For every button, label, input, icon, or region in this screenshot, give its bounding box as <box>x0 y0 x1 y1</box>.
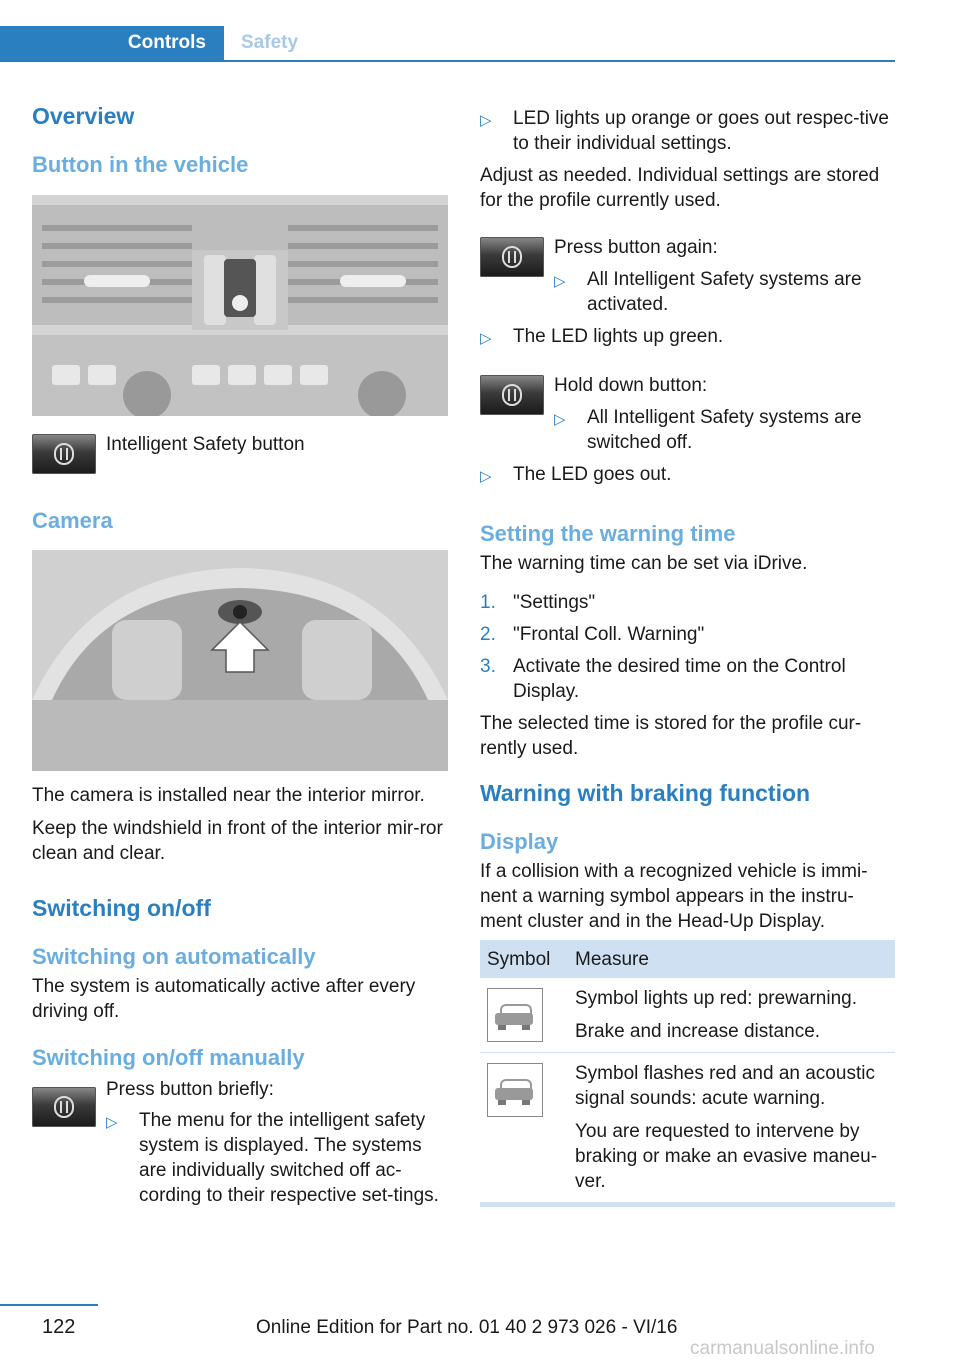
measure-cell <box>568 1053 895 1205</box>
list-item <box>480 622 895 647</box>
symbol-cell <box>480 978 568 1053</box>
adjust-text: Adjust as needed. Individual settings are stored for the profile currently used. <box>480 165 880 211</box>
windshield-camera-illustration <box>32 550 448 771</box>
display-text: If a collision with a recognized vehicle is immi-nent a warning symbol appears in the instru-ment cluster and in the Head-Up Display. <box>480 861 868 932</box>
bullet-item <box>480 324 895 351</box>
braking-heading: Warning with braking function <box>480 780 811 806</box>
measure-line: You are requested to intervene by braking or make an evasive maneu-ver. <box>575 1121 878 1192</box>
step-text: "Settings" <box>513 592 596 613</box>
bullet-led-green: The LED lights up green. <box>513 326 724 347</box>
warning-time-heading: Setting the warning time <box>480 521 736 546</box>
stored-text: The selected time is stored for the profile cur-rently used. <box>480 713 862 759</box>
measure-column-header: Measure <box>568 940 895 978</box>
switching-auto-text: The system is automatically active after every driving off. <box>32 976 416 1022</box>
intelligent-safety-button-icon <box>32 1087 96 1127</box>
intelligent-safety-button-icon <box>32 434 96 474</box>
footer-rule <box>0 1304 98 1306</box>
display-heading: Display <box>480 829 559 854</box>
triangle-bullet-icon <box>480 106 513 156</box>
list-item <box>480 590 895 615</box>
vehicle-button-photo <box>32 195 448 416</box>
press-again-text: Press button again: <box>554 237 718 258</box>
car-warning-icon <box>487 1063 543 1117</box>
triangle-bullet-icon <box>554 267 587 317</box>
steps-list <box>480 590 895 704</box>
step-number: 3. <box>480 656 496 677</box>
symbol-column-header: Symbol <box>480 940 568 978</box>
camera-paragraph-2: Keep the windshield in front of the interior mir-ror clean and clear. <box>32 818 443 864</box>
step-number: 2. <box>480 624 496 645</box>
bullet-led-orange: LED lights up orange or goes out respec-tive to their individual settings. <box>513 108 889 154</box>
triangle-bullet-icon <box>480 462 513 489</box>
bullet-item <box>554 405 895 455</box>
chapter-tabs <box>0 0 895 62</box>
warning-time-text: The warning time can be set via iDrive. <box>480 553 808 574</box>
bullet-item <box>480 462 895 489</box>
bullet-item <box>480 106 895 156</box>
button-caption: Intelligent Safety button <box>106 434 305 455</box>
press-briefly-block <box>32 1077 448 1208</box>
camera-photo <box>32 550 448 771</box>
triangle-bullet-icon <box>106 1108 139 1208</box>
bullet-all-off: All Intelligent Safety systems are switched off. <box>587 407 862 453</box>
right-column <box>480 98 895 1207</box>
header-rule <box>0 60 895 62</box>
bullet-item <box>106 1108 448 1208</box>
switching-auto-heading: Switching on automatically <box>32 944 316 969</box>
hold-down-block <box>480 373 895 455</box>
intelligent-safety-button-icon <box>480 237 544 277</box>
switching-manual-heading: Switching on/off manually <box>32 1045 305 1070</box>
dashboard-vents-illustration <box>32 195 448 416</box>
symbol-cell <box>480 1053 568 1205</box>
step-number: 1. <box>480 592 496 613</box>
hold-down-text: Hold down button: <box>554 375 708 396</box>
list-item <box>480 654 895 704</box>
measure-line: Brake and increase distance. <box>575 1021 821 1042</box>
left-column <box>32 98 448 1208</box>
triangle-bullet-icon <box>554 405 587 455</box>
table-row <box>480 1053 895 1205</box>
measure-line: Symbol flashes red and an acoustic signal sounds: acute warning. <box>575 1063 875 1109</box>
step-text: Activate the desired time on the Control Display. <box>513 656 846 702</box>
bullet-all-activated: All Intelligent Safety systems are activated. <box>587 269 862 315</box>
switching-heading: Switching on/off <box>32 895 211 921</box>
table-row <box>480 978 895 1053</box>
car-warning-icon <box>487 988 543 1042</box>
triangle-bullet-icon <box>480 324 513 351</box>
measure-line: Symbol lights up red: prewarning. <box>575 988 857 1009</box>
overview-heading: Overview <box>32 103 135 129</box>
symbol-table <box>480 940 895 1207</box>
bullet-item <box>554 267 895 317</box>
bullet-menu-text: The menu for the intelligent safety system is displayed. The systems are individually switched off ac-cording to their respective set-tings. <box>139 1110 439 1206</box>
watermark: carmanualsonline.info <box>690 1338 875 1359</box>
camera-heading: Camera <box>32 508 113 533</box>
button-heading: Button in the vehicle <box>32 152 249 177</box>
button-caption-row <box>32 432 448 474</box>
intelligent-safety-button-icon <box>480 375 544 415</box>
tab-controls[interactable]: Controls <box>0 26 224 62</box>
camera-paragraph-1: The camera is installed near the interior mirror. <box>32 785 425 806</box>
tab-safety[interactable]: Safety <box>241 32 299 53</box>
page-number: 122 <box>42 1316 76 1338</box>
edition-text: Online Edition for Part no. 01 40 2 973 026 - VI/16 <box>256 1317 678 1338</box>
press-briefly-text: Press button briefly: <box>106 1079 274 1100</box>
step-text: "Frontal Coll. Warning" <box>513 624 705 645</box>
bullet-led-out: The LED goes out. <box>513 464 672 485</box>
press-again-block <box>480 235 895 317</box>
measure-cell <box>568 978 895 1053</box>
